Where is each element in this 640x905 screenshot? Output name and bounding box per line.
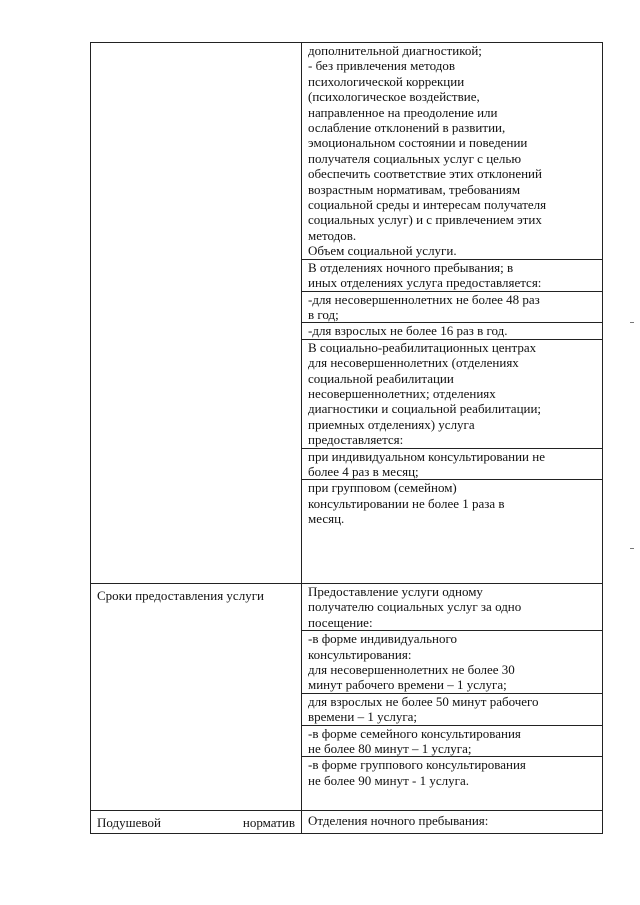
text-line: предоставляется: xyxy=(308,432,404,448)
text-line: получателя социальных услуг с целью xyxy=(308,150,522,166)
service-standard-table xyxy=(90,42,603,834)
row1-label xyxy=(91,43,301,49)
row3-label-left: Подушевой xyxy=(97,815,161,830)
text-line: -в форме семейного консультирования xyxy=(302,725,602,741)
text-line: дополнительной диагностикой; xyxy=(308,43,482,58)
row3-line: Отделения ночного пребывания: xyxy=(308,813,489,828)
table-row xyxy=(91,43,603,584)
text-line: минут рабочего времени – 1 услуга; xyxy=(308,677,507,693)
row3-label-right: норматив xyxy=(242,815,295,830)
text-line: психологической коррекции xyxy=(308,73,465,89)
row3-label xyxy=(91,811,301,833)
row1-label-cell xyxy=(91,43,302,584)
text-line: консультировании не более 1 раза в xyxy=(308,495,505,511)
text-line: приемных отделениях) услуга xyxy=(308,416,475,432)
text-line: для взрослых не более 50 минут рабочего xyxy=(302,693,602,709)
text-line: для несовершеннолетних не более 30 xyxy=(308,662,515,678)
text-line: -для несовершеннолетних не более 48 раз xyxy=(302,291,602,307)
text-line: ослабление отклонений в развитии, xyxy=(308,120,506,136)
text-line: Объем социальной услуги. xyxy=(308,243,457,259)
text-line: В отделениях ночного пребывания; в xyxy=(302,259,602,275)
text-line: -в форме группового консультирования xyxy=(302,756,602,772)
row1-text-block xyxy=(302,43,602,527)
text-line: получателю социальных услуг за одно xyxy=(308,599,522,615)
text-line: при групповом (семейном) xyxy=(302,479,602,495)
text-line: -для взрослых не более 16 раз в год. xyxy=(302,322,602,338)
text-line: диагностики и социальной реабилитации; xyxy=(308,401,542,417)
text-line: месяц. xyxy=(308,511,345,527)
text-line: посещение: xyxy=(308,614,373,630)
text-line: социальной среды и интересам получателя xyxy=(308,197,547,213)
table-row xyxy=(91,811,603,834)
row1-content-cell xyxy=(302,43,603,584)
text-line: методов. xyxy=(308,227,357,243)
text-line: социальных услуг) и с привлечением этих xyxy=(308,212,542,228)
text-line: иных отделениях услуга предоставляется: xyxy=(308,275,542,291)
row3-label-cell xyxy=(91,811,302,834)
text-line: в год; xyxy=(308,306,339,322)
text-line: более 4 раз в месяц; xyxy=(308,463,419,479)
text-line: при индивидуальном консультировании не xyxy=(302,448,602,464)
text-line: консультирования: xyxy=(308,646,412,662)
text-line: для несовершеннолетних (отделениях xyxy=(308,355,519,371)
row3-content-cell xyxy=(302,811,603,834)
text-line: - без привлечения методов xyxy=(308,58,455,74)
text-line: направленное на преодоление или xyxy=(308,104,498,120)
scan-mark xyxy=(630,548,634,549)
text-line: В социально-реабилитационных центрах xyxy=(302,339,602,355)
text-line: (психологическое воздействие, xyxy=(308,89,480,105)
text-line: -в форме индивидуального xyxy=(302,630,602,646)
text-line: не более 80 минут – 1 услуга; xyxy=(308,741,472,757)
scan-mark xyxy=(630,322,634,323)
row2-text-block xyxy=(302,584,602,788)
text-line: Предоставление услуги одному xyxy=(308,584,483,599)
row2-label: Сроки предоставления услуги xyxy=(97,588,264,603)
row2-label-cell xyxy=(91,584,302,811)
text-line: социальной реабилитации xyxy=(308,370,454,386)
table-row xyxy=(91,584,603,811)
text-line: времени – 1 услуга; xyxy=(308,709,418,725)
row2-content-cell xyxy=(302,584,603,811)
text-line: не более 90 минут - 1 услуга. xyxy=(308,772,469,788)
text-line: эмоциональном состоянии и поведении xyxy=(308,135,528,151)
text-line: несовершеннолетних; отделениях xyxy=(308,385,496,401)
text-line: возрастным нормативам, требованиям xyxy=(308,181,521,197)
text-line: обеспечить соответствие этих отклонений xyxy=(308,166,542,182)
